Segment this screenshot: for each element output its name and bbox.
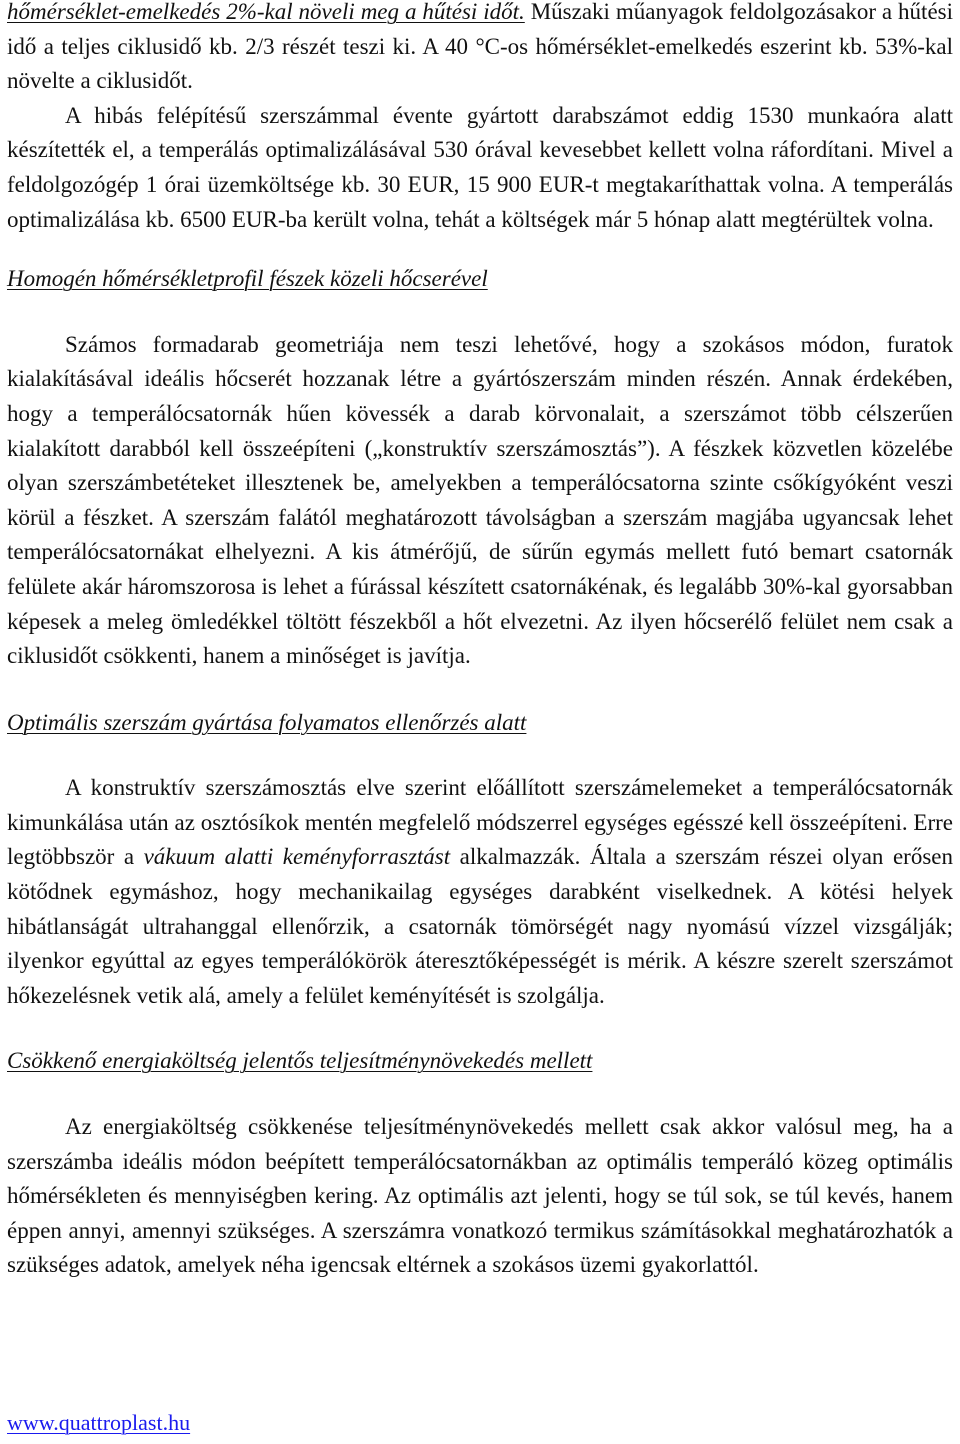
intro-paragraph-rest: Műszaki műanyagok feldolgozásakor a hűtési idő a teljes ciklusidő kb. 2/3 részét teszi ki. A 40 °C-os hőmérséklet-emelkedés eszerint kb. 53%-kal növelte a ciklusidőt. xyxy=(7,0,953,94)
section-paragraph-optimalis xyxy=(7,771,953,1013)
section-heading-homogen: Homogén hőmérsékletprofil fészek közeli hőcserével xyxy=(7,266,488,292)
document-page xyxy=(7,0,953,1283)
section-paragraph-homogen: Számos formadarab geometriája nem teszi lehetővé, hogy a szokásos módon, furatok kialakításával ideális hőcserét hozzanak létre a gyártószerszám minden részén. Annak érdekében, hogy a temperálócsatornák hűen kövessék a darab körvonalait, a szerszámot több célszerűen kialakított darabból kell összeépíteni („konstruktív szerszámosztás”). A fészkek közvetlen közelébe olyan szerszámbetéteket illesztenek be, amelyekben a temperálócsatorna szinte csőkígyóként veszi körül a fészket. A szerszám falától meghatározott távolságban a szerszám magjába ugyancsak lehet temperálócsatornákat elhelyezni. A kis átmérőjű, de sűrűn egymás mellett futó bemart csatornák felülete akár háromszorosa is lehet a fúrással készített csatornákénak, és legalább 30%-kal gyorsabban képesek a meleg ömledékkel töltött fészekből a hőt elvezetni. Az ilyen hőcserélő felület nem csak a ciklusidőt csökkenti, hanem a minőséget is javítja. xyxy=(7,331,953,669)
section-heading-energiakoltseg: Csökkenő energiaköltség jelentős teljesítménynövekedés mellett xyxy=(7,1048,593,1074)
paragraph-italic-term: vákuum alatti keményforrasztást xyxy=(143,844,451,870)
intro-emphasis: hőmérséklet-emelkedés 2%-kal növeli meg a hűtési időt. xyxy=(7,0,525,24)
section-paragraph-energiakoltseg: Az energiaköltség csökkenése teljesítménynövekedés mellett csak akkor valósul meg, ha a szerszámba ideális módon beépített temperálócsatornákban az optimális temperáló közeg optimális hőmérsékleten és mennyiségben kering. Az optimális azt jelenti, hogy se túl sok, se túl kevés, hanem éppen annyi, amennyi szükséges. A szerszámra vonatkozó termikus számításokkal meghatározhatók a szükséges adatok, amelyek néha igencsak eltérnek a szokásos üzemi gyakorlattól. xyxy=(7,1114,953,1278)
paragraph-text-after: alkalmazzák. Általa a szerszám részei olyan erősen kötődnek egymáshoz, hogy mechanikailag egységes darabként viselkednek. A kötési helyek hibátlanságát ultrahanggal ellenőrzik, a csatornák tömörségét nagy nyomású vízzel vizsgálják; ilyenkor egyúttal az egyes temperálókörök áteresztőképességét is mérik. A készre szerelt szerszámot hőkezelésnek vetik alá, amely a felület keményítését is szolgálja. xyxy=(7,844,953,1008)
section-heading-optimalis: Optimális szerszám gyártása folyamatos ellenőrzés alatt xyxy=(7,709,527,735)
intro-paragraph-continued xyxy=(7,0,953,99)
website-link[interactable]: www.quattroplast.hu xyxy=(7,1410,191,1435)
paragraph-text-before: A konstruktív szerszámosztás elve szerint előállított szerszámelemeket a temperálócsatornák kimunkálása után az osztósíkok mentén megfelelő módszerrel egységes egésszé kell összeépíteni. Erre legtöbbször a xyxy=(7,775,953,870)
cost-savings-paragraph: A hibás felépítésű szerszámmal évente gyártott darabszámot eddig 1530 munkaóra alatt készítették el, a temperálás optimalizálásával 530 órával kevesebbet kellett volna ráfordítani. Mivel a feldolgozógép 1 órai üzemköltsége kb. 30 EUR, 15 900 EUR-t megtakaríthattak volna. A temperálás optimalizálása kb. 6500 EUR-ba került volna, tehát a költségek már 5 hónap alatt megtérültek volna. xyxy=(7,102,953,232)
